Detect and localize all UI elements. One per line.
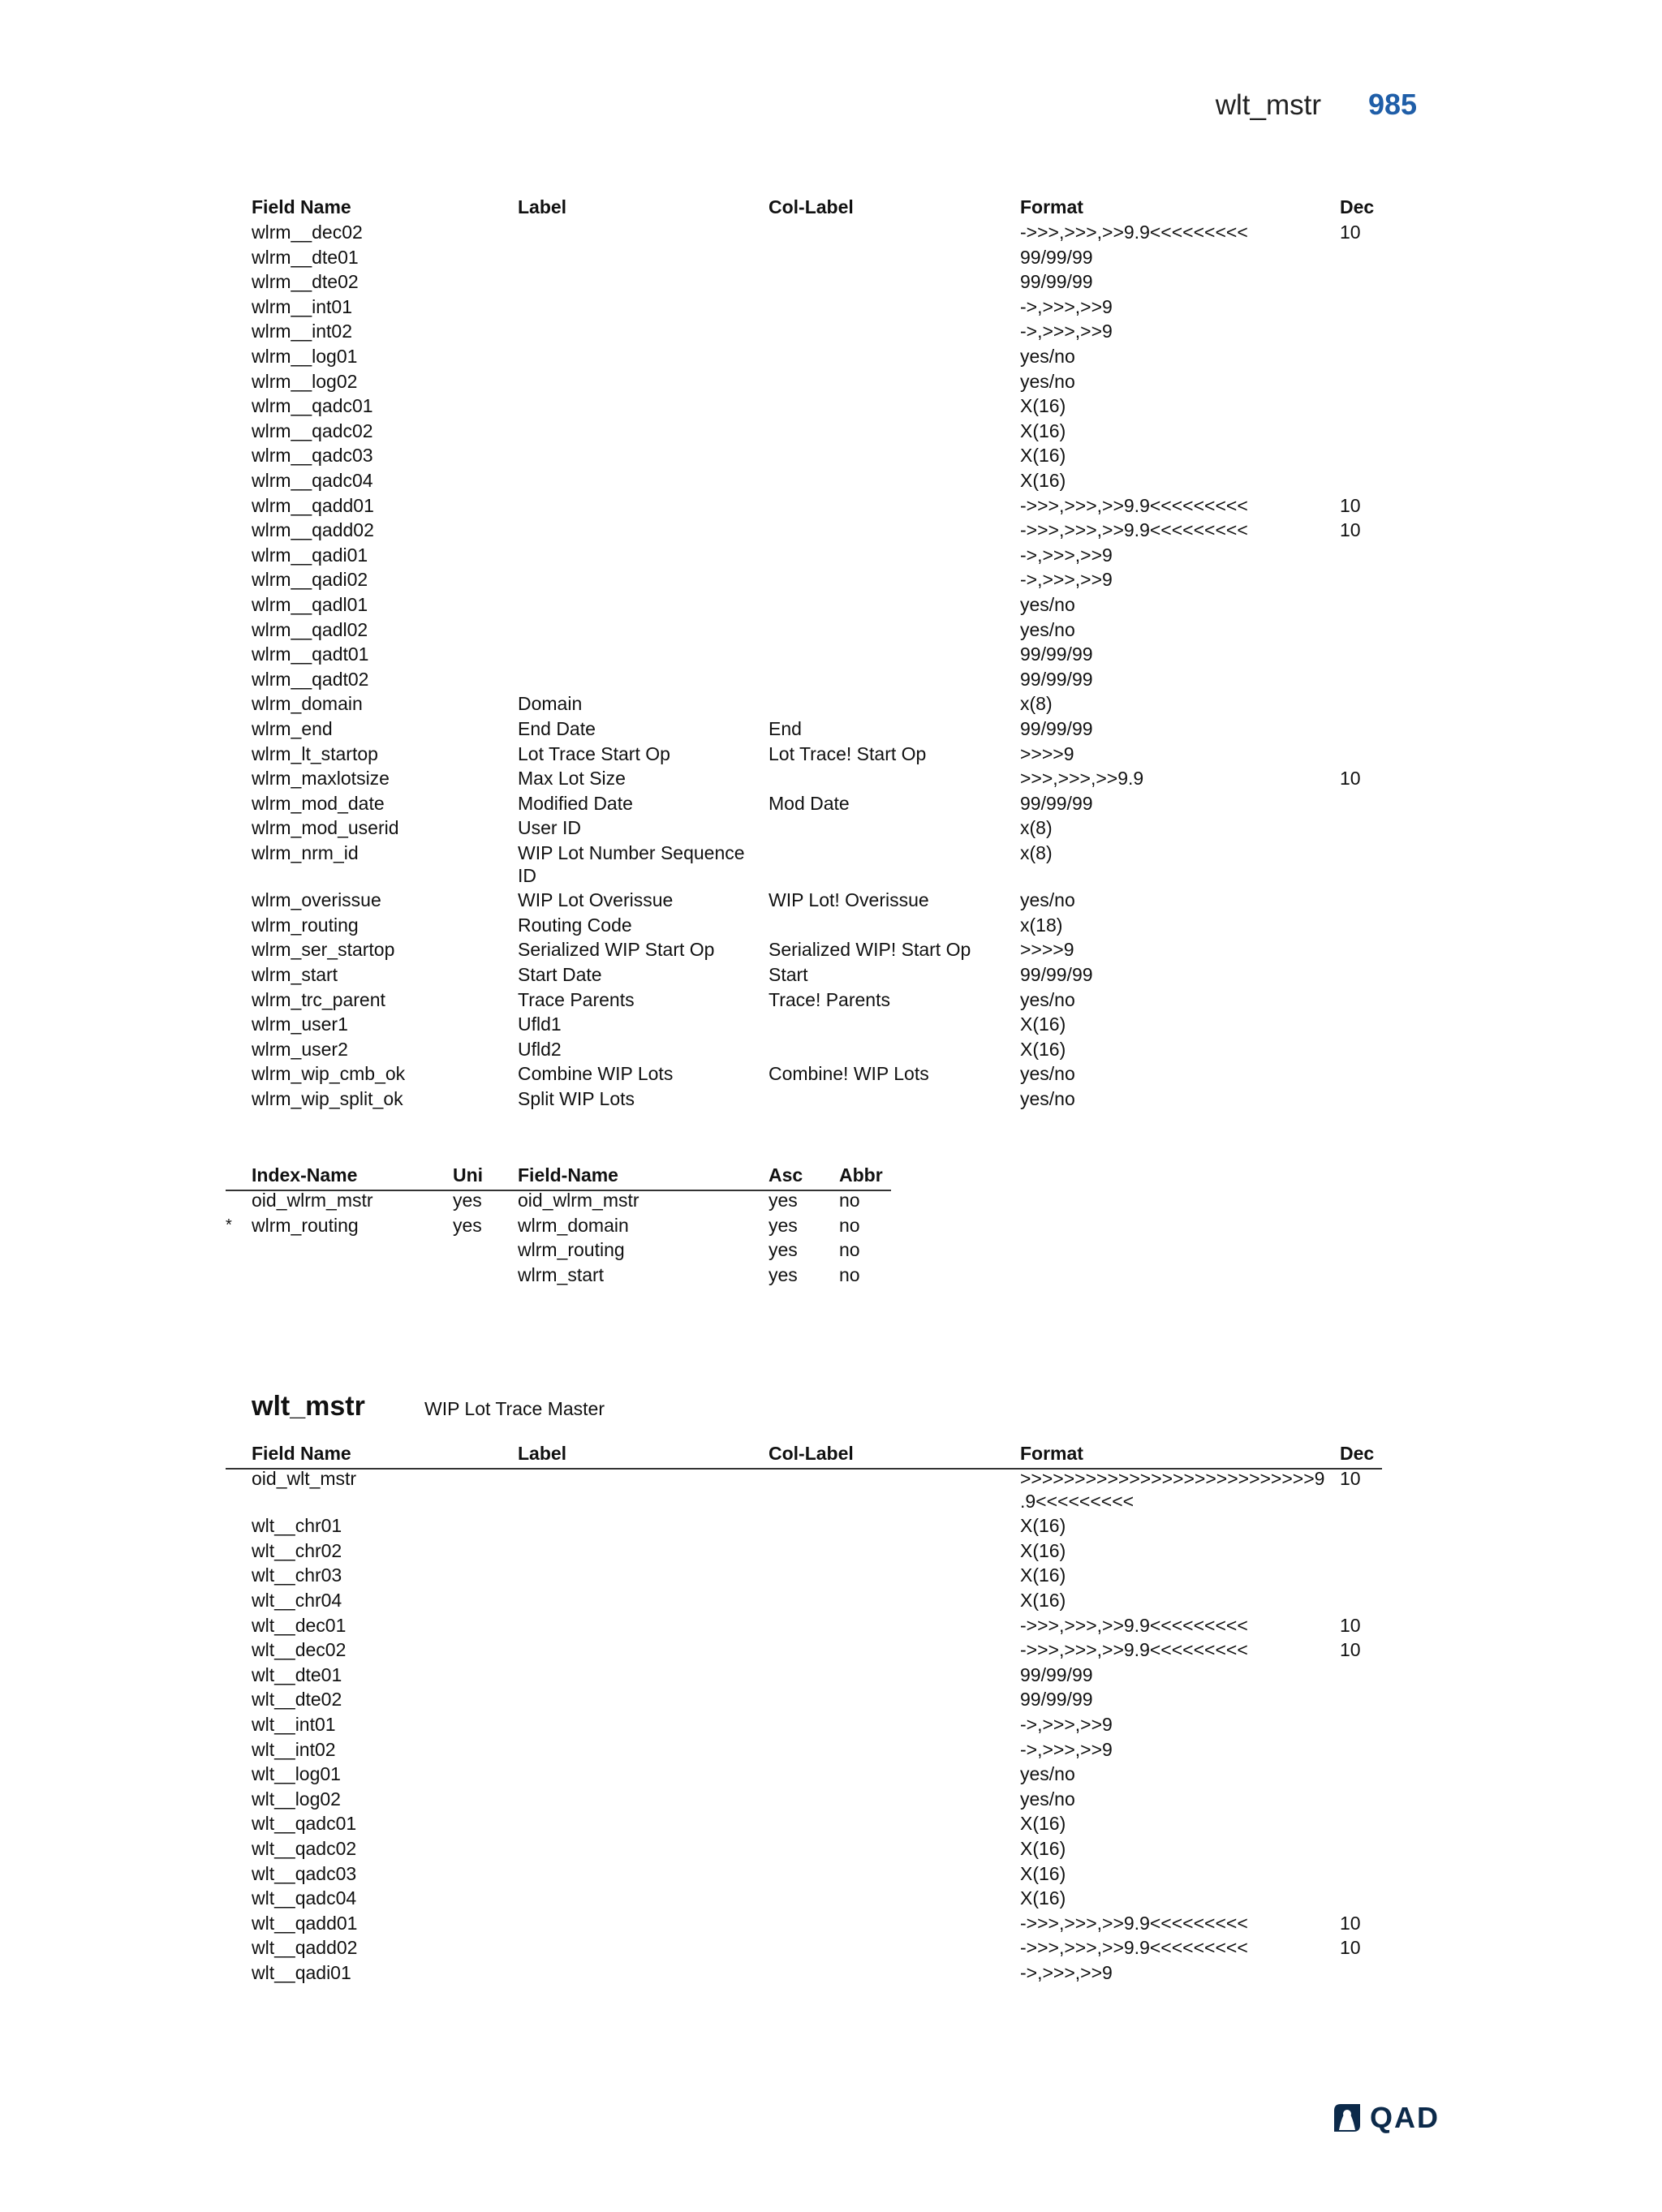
field-name-cell: wlrm__qadl01	[252, 594, 368, 615]
col-header-dec: Dec	[1340, 196, 1375, 217]
field-name-cell: wlt__dte01	[252, 1663, 342, 1685]
format-cell: ->>>,>>>,>>9.9<<<<<<<<<	[1020, 519, 1248, 541]
format-cell: ->,>>>,>>9	[1020, 544, 1113, 566]
unique-cell: yes	[453, 1214, 482, 1236]
primary-index-marker: *	[226, 1216, 232, 1234]
field-name-cell: wlrm__log02	[252, 370, 358, 392]
table-row	[0, 618, 1662, 643]
field-name-cell: wlt__qadc03	[252, 1862, 357, 1884]
table-row	[0, 1762, 1662, 1787]
format-cell: 99/99/99	[1020, 271, 1093, 293]
index-field-cell: wlrm_routing	[518, 1239, 625, 1261]
format-cell: 99/99/99	[1020, 643, 1093, 665]
table-row	[0, 1563, 1662, 1588]
index-field-cell: wlrm_start	[518, 1263, 605, 1285]
table-row	[0, 394, 1662, 419]
field-name-cell: wlrm_start	[252, 964, 338, 985]
table-row	[0, 642, 1662, 667]
field-name-cell: wlt__log02	[252, 1788, 341, 1810]
dec-cell: 10	[1340, 1639, 1361, 1661]
field-name-cell: wlt__dec01	[252, 1614, 347, 1636]
col-label-cell: End	[769, 718, 802, 739]
format-cell: X(16)	[1020, 1038, 1066, 1060]
table-row	[0, 1687, 1662, 1712]
format-cell: yes/no	[1020, 1088, 1075, 1109]
qad-logo-icon	[1331, 2102, 1363, 2133]
field-name-cell: wlrm__dte01	[252, 246, 359, 268]
field-name-cell: wlrm__qadt02	[252, 668, 369, 690]
table-row	[0, 937, 1662, 962]
format-cell: X(16)	[1020, 1013, 1066, 1035]
format-cell: X(16)	[1020, 1564, 1066, 1586]
format-cell: X(16)	[1020, 445, 1066, 467]
format-cell: 99/99/99	[1020, 718, 1093, 739]
table-row	[0, 988, 1662, 1013]
field-name-cell: wlt__dec02	[252, 1639, 347, 1661]
format-cell: X(16)	[1020, 470, 1066, 491]
label-cell: Max Lot Size	[518, 768, 626, 790]
format-cell: ->>>,>>>,>>9.9<<<<<<<<<	[1020, 494, 1248, 516]
col-header-asc: Asc	[769, 1164, 803, 1186]
format-cell: >>>>9	[1020, 939, 1074, 961]
col-header-format: Format	[1020, 196, 1083, 217]
unique-cell: yes	[453, 1190, 482, 1211]
table-row	[0, 1637, 1662, 1663]
format-cell: X(16)	[1020, 395, 1066, 417]
index-row	[0, 1213, 1662, 1238]
index-name-cell: wlrm_routing	[252, 1214, 359, 1236]
field-name-cell: wlrm_end	[252, 718, 333, 739]
table-row	[0, 1811, 1662, 1836]
table-row	[0, 1836, 1662, 1861]
field-name-cell: wlrm__qadd01	[252, 494, 374, 516]
table-row	[0, 220, 1662, 245]
table-row	[0, 1613, 1662, 1638]
table-row	[0, 369, 1662, 394]
table-row	[0, 888, 1662, 913]
index-field-cell: oid_wlrm_mstr	[518, 1190, 639, 1211]
table-row	[0, 567, 1662, 592]
col-label-cell: Serialized WIP! Start Op	[769, 939, 971, 961]
table-row	[0, 841, 1662, 866]
field-name-cell: wlt__chr01	[252, 1515, 342, 1537]
index-row	[0, 1237, 1662, 1263]
format-cell: 99/99/99	[1020, 246, 1093, 268]
format-cell: 99/99/99	[1020, 1663, 1093, 1685]
abbreviated-cell: no	[839, 1239, 860, 1261]
format-cell: ->>>,>>>,>>9.9<<<<<<<<<	[1020, 1614, 1248, 1636]
field-name-cell: wlt__int01	[252, 1714, 336, 1735]
col-header-dec: Dec	[1340, 1443, 1375, 1464]
table-row	[0, 1037, 1662, 1062]
format-cell: X(16)	[1020, 1539, 1066, 1561]
label-cell-continued: ID	[518, 864, 536, 886]
table-row	[0, 791, 1662, 816]
col-label-cell: WIP Lot! Overissue	[769, 889, 929, 911]
col-header-col-label: Col-Label	[769, 1443, 854, 1464]
label-cell: Serialized WIP Start Op	[518, 939, 715, 961]
col-header-label: Label	[518, 196, 567, 217]
table-row	[0, 1886, 1662, 1911]
table-row	[0, 1960, 1662, 1986]
table-row	[0, 816, 1662, 841]
format-cell: ->>>,>>>,>>9.9<<<<<<<<<	[1020, 222, 1248, 243]
dec-cell: 10	[1340, 1912, 1361, 1934]
format-cell: ->>>,>>>,>>9.9<<<<<<<<<	[1020, 1912, 1248, 1934]
format-cell: yes/no	[1020, 618, 1075, 640]
field-name-cell: wlrm_ser_startop	[252, 939, 395, 961]
format-cell: X(16)	[1020, 1515, 1066, 1537]
format-cell: X(16)	[1020, 1862, 1066, 1884]
abbreviated-cell: no	[839, 1263, 860, 1285]
format-cell: yes/no	[1020, 346, 1075, 367]
table-row	[0, 493, 1662, 519]
field-name-cell: wlrm_routing	[252, 914, 359, 936]
format-cell: yes/no	[1020, 1063, 1075, 1085]
field-name-cell: wlrm_trc_parent	[252, 988, 385, 1010]
format-cell: ->>>,>>>,>>9.9<<<<<<<<<	[1020, 1937, 1248, 1959]
format-cell: 99/99/99	[1020, 1689, 1093, 1711]
table-row	[0, 1712, 1662, 1737]
field-name-cell: wlt__qadc01	[252, 1813, 357, 1835]
label-cell: Combine WIP Lots	[518, 1063, 674, 1085]
page-number: 985	[1368, 88, 1418, 121]
index-row	[0, 1188, 1662, 1213]
field-name-cell: wlrm__log01	[252, 346, 358, 367]
format-cell: x(8)	[1020, 693, 1053, 715]
ascending-cell: yes	[769, 1190, 798, 1211]
label-cell: Lot Trace Start Op	[518, 742, 670, 764]
field-name-cell: wlrm__qadi02	[252, 569, 368, 591]
table-row	[0, 1513, 1662, 1539]
field-name-cell: wlrm__qadc02	[252, 420, 373, 441]
label-cell: Ufld1	[518, 1013, 562, 1035]
field-name-cell: wlrm__dec02	[252, 222, 363, 243]
dec-cell: 10	[1340, 494, 1361, 516]
col-header-field-name: Field-Name	[518, 1164, 618, 1186]
field-name-cell: oid_wlt_mstr	[252, 1468, 357, 1489]
table-row	[0, 742, 1662, 767]
format-cell: x(8)	[1020, 842, 1053, 863]
field-name-cell: wlrm__qadt01	[252, 643, 369, 665]
field-table-header	[0, 195, 1662, 220]
field-name-cell: wlrm_user2	[252, 1038, 348, 1060]
format-cell: ->,>>>,>>9	[1020, 1714, 1113, 1735]
table-row	[0, 717, 1662, 742]
col-header-abbr: Abbr	[839, 1164, 883, 1186]
table-row	[0, 1588, 1662, 1613]
wlt-table-header	[0, 1441, 1662, 1466]
table-row	[0, 1087, 1662, 1112]
col-label-cell: Lot Trace! Start Op	[769, 742, 927, 764]
field-name-cell: wlrm_domain	[252, 693, 363, 715]
table-row	[0, 1663, 1662, 1688]
format-cell: X(16)	[1020, 1813, 1066, 1835]
table-row	[0, 543, 1662, 568]
table-row	[0, 344, 1662, 369]
format-cell-continued: .9<<<<<<<<<	[1020, 1490, 1135, 1512]
format-cell: yes/no	[1020, 988, 1075, 1010]
field-name-cell: wlrm__dte02	[252, 271, 359, 293]
field-name-cell: wlt__chr03	[252, 1564, 342, 1586]
field-name-cell: wlrm_wip_cmb_ok	[252, 1063, 406, 1085]
col-label-cell: Start	[769, 964, 808, 985]
field-name-cell: wlrm_mod_date	[252, 792, 385, 814]
label-cell: Ufld2	[518, 1038, 562, 1060]
table-row	[0, 1861, 1662, 1887]
table-row	[0, 1466, 1662, 1491]
field-name-cell: wlrm_wip_split_ok	[252, 1088, 403, 1109]
dec-cell: 10	[1340, 1614, 1361, 1636]
qad-logo	[1331, 2102, 1445, 2133]
field-name-cell: wlrm__qadc03	[252, 445, 373, 467]
format-cell: 99/99/99	[1020, 792, 1093, 814]
label-cell: Split WIP Lots	[518, 1088, 635, 1109]
table-row	[0, 962, 1662, 988]
format-cell: yes/no	[1020, 1763, 1075, 1785]
table-row	[0, 1012, 1662, 1037]
field-name-cell: wlrm__qadi01	[252, 544, 368, 566]
index-name-cell: oid_wlrm_mstr	[252, 1190, 373, 1211]
field-name-cell: wlt__dte02	[252, 1689, 342, 1711]
format-cell: 99/99/99	[1020, 964, 1093, 985]
field-name-cell: wlt__log01	[252, 1763, 341, 1785]
table-row	[0, 319, 1662, 344]
table-row	[0, 667, 1662, 692]
field-name-cell: wlrm__int02	[252, 321, 352, 342]
col-header-field-name: Field Name	[252, 1443, 351, 1464]
col-header-index-name: Index-Name	[252, 1164, 358, 1186]
table-row-continuation	[0, 1489, 1662, 1514]
table-row	[0, 1935, 1662, 1960]
field-name-cell: wlrm_overissue	[252, 889, 381, 911]
field-name-cell: wlt__int02	[252, 1738, 336, 1760]
field-name-cell: wlt__chr02	[252, 1539, 342, 1561]
format-cell: x(18)	[1020, 914, 1063, 936]
format-cell: 99/99/99	[1020, 668, 1093, 690]
format-cell: ->,>>>,>>9	[1020, 321, 1113, 342]
format-cell: X(16)	[1020, 1838, 1066, 1859]
label-cell: Modified Date	[518, 792, 633, 814]
ascending-cell: yes	[769, 1214, 798, 1236]
format-cell: >>>,>>>,>>9.9	[1020, 768, 1144, 790]
col-header-field-name: Field Name	[252, 196, 351, 217]
field-name-cell: wlrm__qadc01	[252, 395, 373, 417]
table-row	[0, 295, 1662, 320]
col-header-col-label: Col-Label	[769, 196, 854, 217]
qad-logo-text: QAD	[1370, 2101, 1440, 2134]
col-header-label: Label	[518, 1443, 567, 1464]
col-header-uni: Uni	[453, 1164, 484, 1186]
format-cell: X(16)	[1020, 1590, 1066, 1611]
field-name-cell: wlt__chr04	[252, 1590, 342, 1611]
col-label-cell: Trace! Parents	[769, 988, 890, 1010]
table-row	[0, 1787, 1662, 1812]
label-cell: WIP Lot Number Sequence	[518, 842, 745, 863]
format-cell: x(8)	[1020, 817, 1053, 839]
format-cell: yes/no	[1020, 370, 1075, 392]
format-cell: X(16)	[1020, 420, 1066, 441]
table-row	[0, 419, 1662, 444]
table-row	[0, 1737, 1662, 1762]
abbreviated-cell: no	[839, 1214, 860, 1236]
table-row	[0, 443, 1662, 468]
table-row	[0, 518, 1662, 543]
table-row	[0, 468, 1662, 493]
table-row	[0, 1539, 1662, 1564]
format-cell: ->,>>>,>>9	[1020, 1738, 1113, 1760]
table-row	[0, 269, 1662, 295]
field-name-cell: wlrm__qadc04	[252, 470, 373, 491]
field-name-cell: wlrm_maxlotsize	[252, 768, 390, 790]
table-row	[0, 245, 1662, 270]
field-name-cell: wlt__qadi01	[252, 1962, 351, 1983]
dec-cell: 10	[1340, 519, 1361, 541]
label-cell: End Date	[518, 718, 596, 739]
format-cell: yes/no	[1020, 594, 1075, 615]
field-name-cell: wlt__qadc02	[252, 1838, 357, 1859]
table-title: wlt_mstr	[252, 1391, 365, 1422]
field-name-cell: wlrm__qadd02	[252, 519, 374, 541]
field-name-cell: wlrm__int01	[252, 295, 352, 317]
format-cell: ->>>,>>>,>>9.9<<<<<<<<<	[1020, 1639, 1248, 1661]
table-description: WIP Lot Trace Master	[424, 1398, 605, 1419]
table-row	[0, 592, 1662, 618]
col-label-cell: Mod Date	[769, 792, 850, 814]
label-cell: Trace Parents	[518, 988, 635, 1010]
table-row	[0, 1061, 1662, 1087]
format-cell: ->,>>>,>>9	[1020, 569, 1113, 591]
running-header-title: wlt_mstr	[1215, 89, 1321, 121]
format-cell: X(16)	[1020, 1887, 1066, 1909]
col-header-format: Format	[1020, 1443, 1083, 1464]
ascending-cell: yes	[769, 1239, 798, 1261]
format-cell: >>>>9	[1020, 742, 1074, 764]
field-name-cell: wlrm_user1	[252, 1013, 348, 1035]
index-table-header	[0, 1163, 1662, 1188]
field-name-cell: wlrm_lt_startop	[252, 742, 378, 764]
table-row-continuation	[0, 863, 1662, 889]
dec-cell: 10	[1340, 768, 1361, 790]
table-row	[0, 691, 1662, 717]
label-cell: Domain	[518, 693, 583, 715]
field-name-cell: wlrm_nrm_id	[252, 842, 359, 863]
field-name-cell: wlt__qadc04	[252, 1887, 357, 1909]
table-row	[0, 1911, 1662, 1936]
dec-cell: 10	[1340, 222, 1361, 243]
ascending-cell: yes	[769, 1263, 798, 1285]
table-row	[0, 766, 1662, 791]
field-name-cell: wlt__qadd01	[252, 1912, 358, 1934]
label-cell: User ID	[518, 817, 581, 839]
col-label-cell: Combine! WIP Lots	[769, 1063, 929, 1085]
label-cell: Routing Code	[518, 914, 632, 936]
format-cell: yes/no	[1020, 1788, 1075, 1810]
index-field-cell: wlrm_domain	[518, 1214, 629, 1236]
index-row	[0, 1263, 1662, 1288]
format-cell: ->,>>>,>>9	[1020, 295, 1113, 317]
field-name-cell: wlrm_mod_userid	[252, 817, 399, 839]
field-name-cell: wlt__qadd02	[252, 1937, 358, 1959]
format-cell: yes/no	[1020, 889, 1075, 911]
label-cell: Start Date	[518, 964, 602, 985]
label-cell: WIP Lot Overissue	[518, 889, 674, 911]
field-name-cell: wlrm__qadl02	[252, 618, 368, 640]
table-row	[0, 913, 1662, 938]
abbreviated-cell: no	[839, 1190, 860, 1211]
dec-cell: 10	[1340, 1468, 1361, 1489]
format-cell: >>>>>>>>>>>>>>>>>>>>>>>>>>>9	[1020, 1468, 1325, 1489]
dec-cell: 10	[1340, 1937, 1361, 1959]
format-cell: ->,>>>,>>9	[1020, 1962, 1113, 1983]
